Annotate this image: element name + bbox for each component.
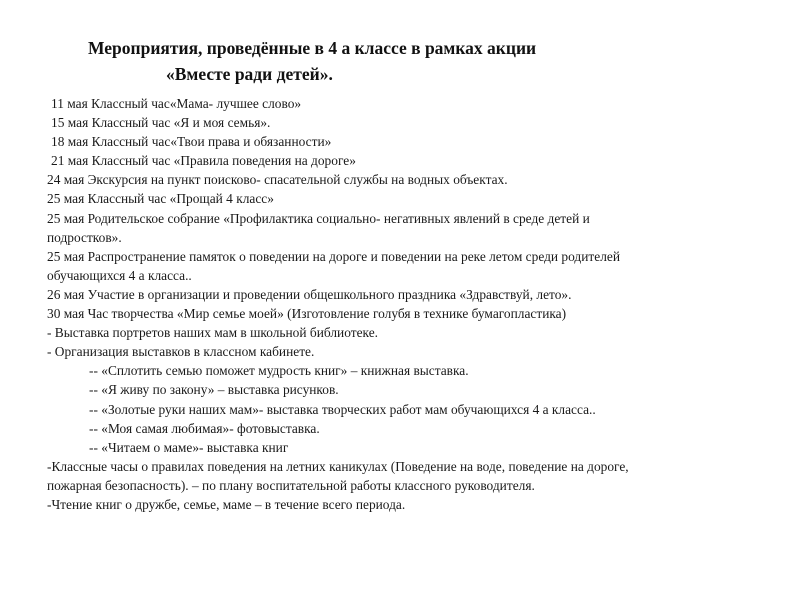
- event-line: 25 мая Распространение памяток о поведении на дороге и поведении на реке летом среди родителей: [47, 248, 620, 264]
- event-line: -Классные часы о правилах поведения на летних каникулах (Поведение на воде, поведение на дороге,: [47, 458, 629, 474]
- event-line: 15 мая Классный час «Я и моя семья».: [51, 115, 271, 131]
- event-line: пожарная безопасность). – по плану воспитательной работы классного руководителя.: [47, 477, 535, 493]
- exhibition-line: -- «Я живу по закону» – выставка рисунков.: [89, 382, 339, 398]
- event-line: обучающихся 4 а класса..: [47, 267, 192, 283]
- exhibition-line: -- «Моя самая любимая»- фотовыставка.: [89, 420, 320, 436]
- event-line: 30 мая Час творчества «Мир семье моей» (Изготовление голубя в технике бумагопластика): [47, 306, 567, 322]
- event-line: 26 мая Участие в организации и проведении общешкольного праздника «Здравствуй, лето».: [47, 286, 572, 302]
- event-line: - Выставка портретов наших мам в школьной библиотеке.: [47, 325, 378, 341]
- event-line: 11 мая Классный час«Мама- лучшее слово»: [51, 96, 302, 111]
- exhibition-line: -- «Золотые руки наших мам»- выставка творческих работ мам обучающихся 4 а класса..: [89, 401, 596, 417]
- document-title-line-1: Мероприятия, проведённые в 4 а классе в рамках акции: [88, 38, 537, 58]
- event-line: 25 мая Классный час «Прощай 4 класс»: [47, 191, 274, 207]
- exhibition-line: -- «Сплотить семью поможет мудрость книг» – книжная выставка.: [89, 363, 469, 379]
- event-line: -Чтение книг о дружбе, семье, маме – в течение всего периода.: [47, 496, 406, 512]
- document-title-line-2: «Вместе ради детей».: [166, 64, 333, 84]
- exhibition-line: -- «Читаем о маме»- выставка книг: [89, 439, 289, 455]
- event-line: 21 мая Классный час «Правила поведения на дороге»: [51, 153, 356, 169]
- event-line: 18 мая Классный час«Твои права и обязанности»: [51, 134, 332, 150]
- event-line: - Организация выставков в классном кабинете.: [47, 344, 315, 360]
- event-list: [47, 94, 767, 514]
- event-line: 25 мая Родительское собрание «Профилактика социально- негативных явлений в среде детей и: [47, 210, 590, 226]
- event-line: подростков».: [47, 229, 122, 245]
- event-line: 24 мая Экскурсия на пункт поисково- спасательной службы на водных объектах.: [47, 172, 508, 188]
